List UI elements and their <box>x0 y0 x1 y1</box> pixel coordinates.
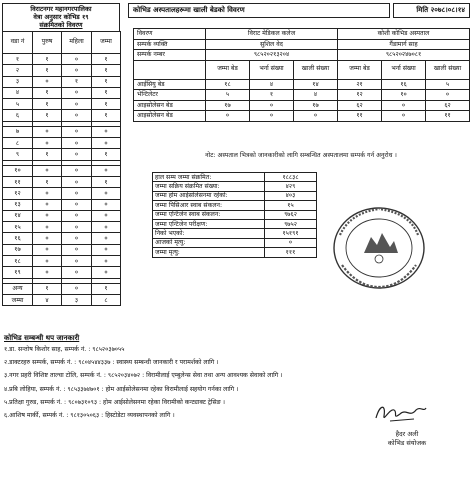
bed-type-label: आईसियु बेड <box>134 79 206 90</box>
summary-value: १११ <box>265 248 317 257</box>
bed-count: १० <box>382 90 426 101</box>
sub-header: भर्ना संख्या <box>382 60 426 79</box>
ward-cell: ० <box>62 233 92 244</box>
ward-cell: ० <box>62 54 92 65</box>
bed-count: ४ <box>250 79 294 90</box>
contact-phone: ९८५२०२४७०८१ <box>338 50 470 61</box>
bed-count: ० <box>382 111 426 122</box>
summary-label: जम्मा एन्टिजेन स्वाब संकलन: <box>153 210 265 219</box>
ward-cell: ० <box>92 165 121 176</box>
bed-row <box>134 111 470 122</box>
hospital-name: कोशी कोभिड अस्पताल <box>338 29 470 40</box>
ward-row <box>3 244 121 255</box>
ward-cell: ४ <box>3 87 33 98</box>
ward-cell: ० <box>92 210 121 221</box>
contact-item: १.डा. सन्तोष किशोर साह, सम्पर्क नं. : ९८५२०३७०५५ <box>4 346 125 353</box>
ward-cell: ० <box>92 126 121 137</box>
ward-row <box>3 138 121 149</box>
ward-cell: १६ <box>3 233 33 244</box>
ward-cell: १ <box>33 54 62 65</box>
ward-cell: ० <box>62 244 92 255</box>
ward-cell: ० <box>62 222 92 233</box>
bed-count: १७ <box>294 100 338 111</box>
ward-cell: १ <box>33 176 62 187</box>
ward-cell: ० <box>92 233 121 244</box>
signer-name: हैदर अली <box>395 430 419 438</box>
hospital-note: नोट: अस्पताल भित्रको जानकारीको लागि सम्बन्धित अस्पतालमा सम्पर्क गर्न अनुरोध । <box>205 152 397 159</box>
summary-value: ० <box>265 238 317 247</box>
bed-count: ० <box>250 111 294 122</box>
ward-cell: १ <box>33 87 62 98</box>
summary-row <box>153 229 317 238</box>
summary-value: ९७६२ <box>265 210 317 219</box>
ward-row <box>3 188 121 199</box>
ward-cell: ० <box>33 267 62 278</box>
ward-cell: ० <box>62 138 92 149</box>
bed-count: ११ <box>426 111 470 122</box>
ward-cell: ० <box>92 244 121 255</box>
ward-cell: ३ <box>62 294 92 305</box>
bed-type-label: आइसोलेसन बेड <box>134 100 206 111</box>
contact-item: ५.प्रतिक्षा गुरुड, सम्पर्क नं. : ९८०७३१०९३ : होम आईसोलेसनमा रहेका विरामीको कन्ट्याक्ट ट्रेसिङ । <box>4 398 225 406</box>
bed-row <box>134 90 470 101</box>
ward-cases-title-line3: संक्रमितको विवरण <box>39 21 83 29</box>
ward-cell: ० <box>62 149 92 160</box>
sub-header: भर्ना संख्या <box>250 60 294 79</box>
ward-row <box>3 65 121 76</box>
summary-value: ४२९ <box>265 182 317 191</box>
bed-count: ५ <box>426 79 470 90</box>
ward-cell: १७ <box>3 244 33 255</box>
hospital-beds-title: कोभिड अस्पतालहरूमा खाली बेडको विवरण <box>128 3 390 18</box>
ward-cell: १ <box>33 99 62 110</box>
ward-cell: अन्य <box>3 283 33 294</box>
ward-cell: ० <box>33 199 62 210</box>
ward-cell: ११ <box>3 176 33 187</box>
ward-cell: ९ <box>3 149 33 160</box>
ward-cell: ० <box>62 99 92 110</box>
contact-person-label: सम्पर्क व्यक्ति <box>134 39 206 50</box>
ward-row <box>3 267 121 278</box>
ward-cell: १ <box>92 65 121 76</box>
bed-count: ६२ <box>426 100 470 111</box>
ward-cell: १५ <box>3 222 33 233</box>
sub-header: खाली संख्या <box>294 60 338 79</box>
ward-row <box>3 233 121 244</box>
ward-cell: १३ <box>3 199 33 210</box>
ward-cell: १ <box>92 87 121 98</box>
ward-cell: १ <box>33 149 62 160</box>
summary-value: ४०३ <box>265 191 317 200</box>
ward-cell: ० <box>62 126 92 137</box>
contact-phone: ९८५२०२१३२०४ <box>206 50 338 61</box>
ward-cases-table <box>2 31 121 306</box>
ward-cell: ८ <box>3 138 33 149</box>
ward-cell: १ <box>62 76 92 87</box>
ward-cell: ० <box>62 199 92 210</box>
ward-cell: १९ <box>3 267 33 278</box>
ward-row <box>3 176 121 187</box>
ward-row <box>3 54 121 65</box>
ward-row <box>3 99 121 110</box>
ward-cell: ० <box>92 188 121 199</box>
ward-row <box>3 110 121 121</box>
bed-type-label: भेन्टिलेटर <box>134 90 206 101</box>
ward-table-header: महिला <box>62 32 92 54</box>
ward-total-row <box>3 283 121 294</box>
bed-count: १८ <box>206 79 250 90</box>
ward-cell: १ <box>92 176 121 187</box>
ward-cell: ० <box>62 283 92 294</box>
summary-label: जम्मा मृत्यु: <box>153 248 265 257</box>
summary-label: जम्मा एन्टिजेन परीक्षण: <box>153 219 265 228</box>
bed-count: ० <box>250 100 294 111</box>
ward-cell: ० <box>33 165 62 176</box>
ward-cell: ० <box>33 222 62 233</box>
ward-cell: ० <box>33 256 62 267</box>
contact-item: २.डाक्टरहरु सम्पर्क, सम्पर्क नं. : ९८०४५४४३३७ : स्वास्थ्य सम्बन्धी जानकारी र परामर्शको लागि । <box>4 359 219 367</box>
ward-cell: १ <box>92 110 121 121</box>
signer-designation: कोभिड संयोजक <box>387 439 427 448</box>
bed-type-label: आइसोलेसन बेड <box>134 111 206 122</box>
ward-row <box>3 87 121 98</box>
ward-cell: १ <box>92 283 121 294</box>
bed-count: १२ <box>338 90 382 101</box>
contact-item: ४.प्रबि लोहिया, सम्पर्क नं. : ९८५३३७४७०१ : होम आईसोलेसनमा रहेका विरामीलाई सहयोग गर्नका लागि । <box>4 385 239 393</box>
ward-cell: ० <box>33 210 62 221</box>
ward-cell: ४ <box>33 294 62 305</box>
summary-value: १५१९१ <box>265 229 317 238</box>
bed-count: ५ <box>206 90 250 101</box>
hospital-label-header: विवरण <box>134 29 206 40</box>
ward-cases-title <box>2 3 120 31</box>
ward-row <box>3 165 121 176</box>
hospital-beds-table <box>133 28 470 122</box>
bed-count: १ <box>250 90 294 101</box>
ward-cell: ० <box>62 188 92 199</box>
ward-cell: ५ <box>3 99 33 110</box>
bed-count: २१ <box>338 79 382 90</box>
ward-row <box>3 149 121 160</box>
bed-row <box>134 79 470 90</box>
bed-count: १४ <box>294 79 338 90</box>
ward-cell: ६ <box>3 110 33 121</box>
bed-count: ४ <box>294 90 338 101</box>
ward-cell: ० <box>62 110 92 121</box>
summary-row <box>153 173 317 182</box>
summary-row <box>153 182 317 191</box>
bed-count: ११ <box>338 111 382 122</box>
ward-cell: ० <box>92 199 121 210</box>
sub-header: जम्मा बेड <box>338 60 382 79</box>
ward-cell: १ <box>33 283 62 294</box>
ward-cell: १ <box>92 149 121 160</box>
summary-row <box>153 238 317 247</box>
bed-count: ० <box>294 111 338 122</box>
ward-row <box>3 126 121 137</box>
ward-cell: ० <box>33 244 62 255</box>
blank-cell <box>134 60 206 79</box>
summary-value: १८८३८ <box>265 173 317 182</box>
sub-header: खाली संख्या <box>426 60 470 79</box>
hospital-name: विराट मेडिकल कलेज <box>206 29 338 40</box>
ward-cell: १० <box>3 165 33 176</box>
ward-cell: १ <box>33 110 62 121</box>
ward-cell: ० <box>33 126 62 137</box>
ward-cell: ८ <box>92 294 121 305</box>
ward-cell: ० <box>62 65 92 76</box>
summary-label: जम्मा होम आईसोलेसनमा रहेको: <box>153 191 265 200</box>
contact-item: ३.नगर प्रहरी विशिष्ट ताल्चा टोलि, सम्पर्क नं. : ९८५२०३४०७२ : विरामीलाई एम्बुलेन्स सेवा तथा अन्य आवश्यक सेवाको लागि । <box>4 372 283 380</box>
summary-row <box>153 210 317 219</box>
bed-count: ६२ <box>338 100 382 111</box>
ward-cases-title-line2: वेत्रा अनुसार कोभिड १९ <box>33 13 89 21</box>
ward-cell: १८ <box>3 256 33 267</box>
ward-cases-panel <box>2 3 120 306</box>
covid-summary-table <box>152 172 317 258</box>
municipality-seal <box>330 205 428 291</box>
ward-cell: जम्मा <box>3 294 33 305</box>
signer-block <box>352 430 462 448</box>
bed-count: ० <box>382 100 426 111</box>
bed-count: ० <box>426 90 470 101</box>
ward-cell: ० <box>62 165 92 176</box>
bed-row <box>134 100 470 111</box>
ward-cell: १ <box>92 99 121 110</box>
summary-label: जम्मा पिसिआर स्वाब संकलन: <box>153 201 265 210</box>
ward-cell: १ <box>3 54 33 65</box>
ward-total-row <box>3 294 121 305</box>
summary-row <box>153 248 317 257</box>
ward-cell: ७ <box>3 126 33 137</box>
ward-cell: ० <box>92 267 121 278</box>
ward-cell: ० <box>33 233 62 244</box>
ward-cell: १ <box>33 65 62 76</box>
summary-row <box>153 191 317 200</box>
ward-cases-title-line1: विराटनगर महानगरपालिका <box>30 5 92 13</box>
ward-cell: १ <box>92 76 121 87</box>
summary-value: १५ <box>265 201 317 210</box>
summary-label: हाल सम्म जम्मा संक्रमित: <box>153 173 265 182</box>
contact-person: गैंडामार्ग साह <box>338 39 470 50</box>
ward-row <box>3 76 121 87</box>
ward-cell: ० <box>92 138 121 149</box>
ward-table-header: वडा नं <box>3 32 33 54</box>
ward-table-header: जम्मा <box>92 32 121 54</box>
summary-label: निको भएको: <box>153 229 265 238</box>
ward-cell: ० <box>62 87 92 98</box>
ward-cell: ० <box>92 256 121 267</box>
ward-row <box>3 256 121 267</box>
summary-row <box>153 201 317 210</box>
ward-cell: ० <box>33 188 62 199</box>
bed-count: १७ <box>206 100 250 111</box>
bed-count: ० <box>206 111 250 122</box>
ward-cell: ० <box>62 256 92 267</box>
contacts-list <box>4 346 404 425</box>
ward-cell: ० <box>33 138 62 149</box>
ward-row <box>3 222 121 233</box>
contact-item: ६.आशिष मार्की, सम्पर्क नं. : ९८१३०५०६३ : हिस्टोडेटा व्यवस्थापनको लागि । <box>4 411 175 419</box>
sub-header: जम्मा बेड <box>206 60 250 79</box>
ward-cell: २ <box>3 65 33 76</box>
summary-row <box>153 219 317 228</box>
signature <box>370 400 430 426</box>
ward-cell: १ <box>92 54 121 65</box>
contact-person: सुशिल वेद <box>206 39 338 50</box>
ward-row <box>3 199 121 210</box>
summary-label: आजको मृत्यु: <box>153 238 265 247</box>
summary-label: जम्मा सक्रिय संक्रमित संख्या: <box>153 182 265 191</box>
ward-cell: ० <box>92 222 121 233</box>
ward-cell: ३ <box>3 76 33 87</box>
ward-table-header: पुरुष <box>33 32 62 54</box>
contacts-title: कोभिड सम्बन्धी थप जानकारी <box>4 334 80 342</box>
bed-count: १६ <box>382 79 426 90</box>
ward-cell: १२ <box>3 188 33 199</box>
phone-label: सम्पर्क नम्बर <box>134 50 206 61</box>
summary-value: ९७५२ <box>265 219 317 228</box>
ward-row <box>3 210 121 221</box>
ward-cell: ० <box>33 76 62 87</box>
report-date: मिति २०७८।०८।१४ <box>393 3 470 18</box>
ward-cell: ० <box>62 210 92 221</box>
ward-cell: ० <box>62 176 92 187</box>
ward-cell: ० <box>62 267 92 278</box>
ward-cell: १४ <box>3 210 33 221</box>
